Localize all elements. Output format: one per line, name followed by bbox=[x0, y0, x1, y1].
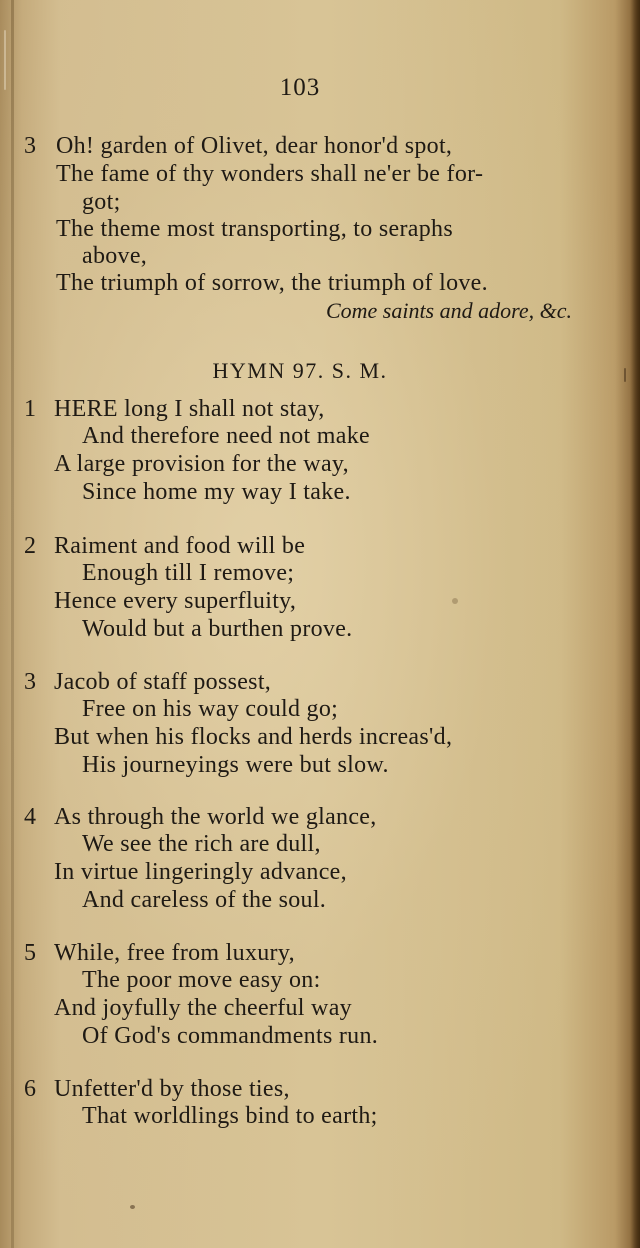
stanza-line: And therefore need not make bbox=[82, 423, 370, 449]
stanza-line: Raiment and food will be bbox=[54, 533, 306, 559]
stanza-line: We see the rich are dull, bbox=[82, 831, 321, 857]
page-edge-shadow bbox=[630, 0, 640, 1248]
stanza-line: HERE long I shall not stay, bbox=[54, 396, 325, 422]
chorus-reference: Come saints and adore, &c. bbox=[325, 298, 572, 323]
stanza-number: 6 bbox=[24, 1076, 36, 1102]
stanza-line: The poor move easy on: bbox=[82, 967, 321, 993]
stanza-line: But when his flocks and herds increas'd, bbox=[54, 724, 453, 750]
stanza-line: above, bbox=[82, 243, 148, 269]
stanza-line: The theme most transporting, to seraphs bbox=[56, 216, 453, 242]
paper-speck bbox=[130, 1205, 135, 1209]
stanza-number: 2 bbox=[24, 533, 36, 559]
stanza-line: Oh! garden of Olivet, dear honor'd spot, bbox=[56, 133, 453, 159]
stanza-line: Would but a burthen prove. bbox=[82, 616, 353, 642]
stanza-line: His journeyings were but slow. bbox=[82, 752, 389, 778]
paper-speck bbox=[4, 30, 6, 90]
stanza-line: The triumph of sorrow, the triumph of love. bbox=[56, 270, 488, 296]
stanza-line: In virtue lingeringly advance, bbox=[54, 859, 347, 885]
page-number: 103 bbox=[279, 74, 321, 101]
stanza-line: Of God's commandments run. bbox=[82, 1023, 379, 1049]
stanza-number: 3 bbox=[24, 133, 36, 159]
stanza-line: While, free from luxury, bbox=[54, 940, 295, 966]
stanza-line: And careless of the soul. bbox=[82, 887, 327, 913]
hymn-title: HYMN 97. S. M. bbox=[212, 358, 388, 383]
stanza-number: 3 bbox=[24, 669, 36, 695]
stanza-number: 4 bbox=[24, 804, 36, 830]
stanza-line: Unfetter'd by those ties, bbox=[54, 1076, 290, 1102]
stanza-line: Jacob of staff possest, bbox=[54, 669, 272, 695]
stanza-line: That worldlings bind to earth; bbox=[82, 1103, 378, 1129]
stanza-line: A large provision for the way, bbox=[54, 451, 349, 477]
stanza-line: The fame of thy wonders shall ne'er be for- bbox=[56, 161, 484, 187]
page-gutter-shadow bbox=[11, 0, 14, 1248]
stanza-number: 1 bbox=[24, 396, 36, 422]
stanza-number: 5 bbox=[24, 940, 36, 966]
paper-speck bbox=[452, 598, 458, 604]
paper-speck bbox=[624, 368, 626, 382]
stanza-line: And joyfully the cheerful way bbox=[54, 995, 352, 1021]
stanza-line: Enough till I remove; bbox=[82, 560, 295, 586]
stanza-line: got; bbox=[82, 189, 121, 215]
stanza-line: As through the world we glance, bbox=[54, 804, 377, 830]
stanza-line: Hence every superfluity, bbox=[54, 588, 297, 614]
stanza-line: Since home my way I take. bbox=[82, 479, 351, 505]
stanza-line: Free on his way could go; bbox=[82, 696, 339, 722]
